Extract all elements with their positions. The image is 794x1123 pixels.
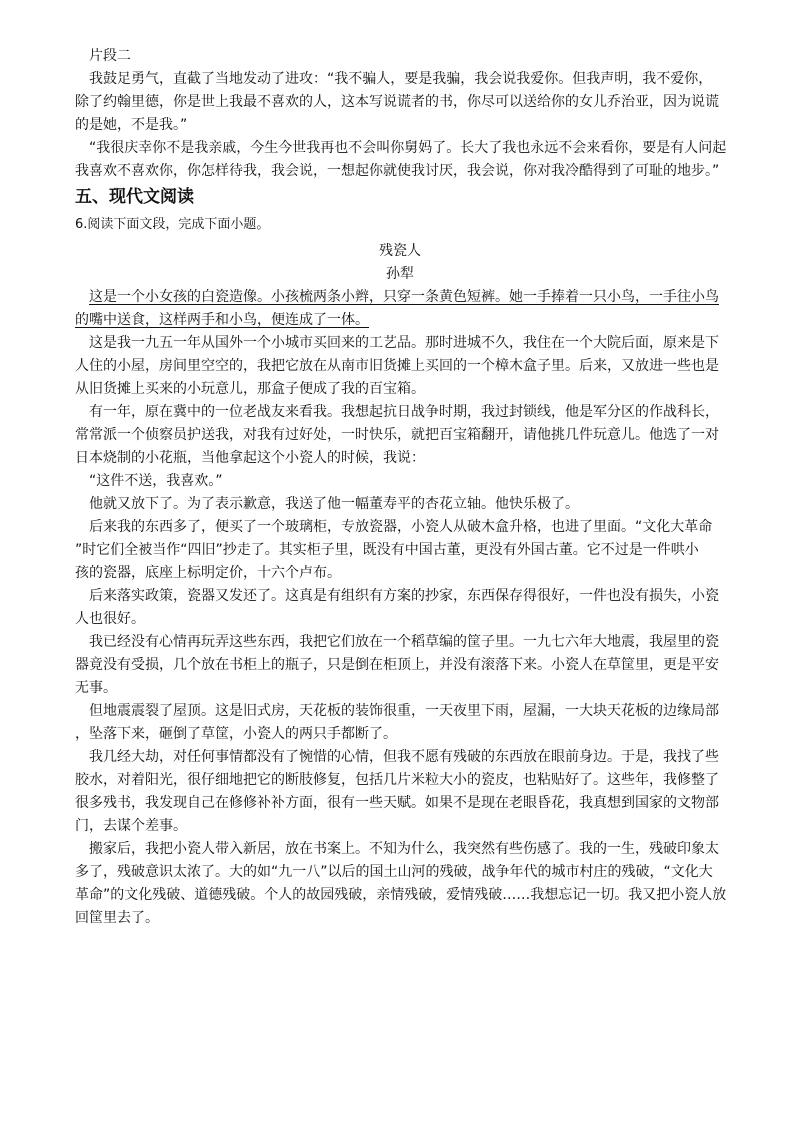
text-line: 除了约翰里德，你是世上我最不喜欢的人，这本写说谎者的书，你尽可以送给你的女儿乔治亚，因为说谎 xyxy=(75,94,719,110)
article-paragraph xyxy=(75,746,725,838)
text-line: 常常派一个侦察员护送我，对我有过好处，一时快乐，就把百宝箱翻开，请他挑几件玩意儿。他选了一对 xyxy=(75,427,719,443)
text-line: 革命”的文化残破、道德残破。个人的故园残破，亲情残破，爱情残破……我想忘记一切。我又把小瓷人放 xyxy=(75,887,727,903)
text-line: 无事。 xyxy=(75,680,117,696)
article-title: 残瓷人 xyxy=(379,243,421,259)
text-line: 我已经没有心情再玩弄这些东西，我把它们放在一个稻草编的筐子里。一九七六年大地震，我屋里的瓷 xyxy=(89,634,719,650)
text-line: 这是一个小女孩的白瓷造像。小孩梳两条小辫，只穿一条黄色短裤。她一手捧着一只小鸟，一手往小鸟 xyxy=(89,289,719,305)
article-author: 孙犁 xyxy=(386,266,414,282)
fragment-2 xyxy=(75,45,725,183)
text-line: 日本烧制的小花瓶，当他拿起这个小瓷人的时候，我说： xyxy=(75,450,425,466)
article-paragraph xyxy=(75,493,725,516)
text-line: 后来落实政策，瓷器又发还了。这真是有组织有方案的抄家，东西保存得很好，一件也没有损失，小瓷 xyxy=(89,588,719,604)
text-line: 很多残书，我发现自己在修修补补方面，很有一些天赋。如果不是现在老眼昏花，我真想到国家的文物部 xyxy=(75,795,719,811)
text-line: 从旧货摊上买来的小玩意儿，那盒子便成了我的百宝箱。 xyxy=(75,381,425,397)
section-heading: 五、现代文阅读 xyxy=(75,187,194,207)
text-line: 有一年，原在冀中的一位老战友来看我。我想起抗日战争时期，我过封锁线，他是军分区的作战科长， xyxy=(89,404,719,420)
text-line: “这件不送，我喜欢。” xyxy=(89,473,223,489)
article-paragraph xyxy=(75,470,725,493)
text-line: 胶水，对着阳光，很仔细地把它的断肢修复，包括几片米粒大小的瓷皮，也粘贴好了。这些年，我修整了 xyxy=(75,772,719,788)
text-line: 我鼓足勇气，直截了当地发动了进攻：“我不骗人，要是我骗，我会说我爱你。但我声明，我不爱你， xyxy=(89,71,713,87)
article-paragraph xyxy=(75,401,725,470)
text-line: 多了，残破意识太浓了。大的如“九一八”以后的国土山河的残破，战争年代的城市村庄的残破，“文化大 xyxy=(75,864,713,880)
article-paragraph xyxy=(75,700,725,746)
text-line: 人住的小屋，房间里空空的，我把它放在从南市旧货摊上买回的一个樟木盒子里。后来，又放进一些也是 xyxy=(75,358,719,374)
text-line: 门，去谋个差事。 xyxy=(75,818,187,834)
underlined-paragraph xyxy=(75,286,725,332)
text-line: 回筐里去了。 xyxy=(75,910,159,926)
text-line: 搬家后，我把小瓷人带入新居，放在书案上。不知为什么，我突然有些伤感了。我的一生，残破印象太 xyxy=(89,841,719,857)
question-stem: 6.阅读下面文段，完成下面小题。 xyxy=(75,217,270,232)
text-line: ，坠落下来，砸倒了草筐，小瓷人的两只手都断了。 xyxy=(75,726,397,742)
text-line: 人也很好。 xyxy=(75,611,145,627)
text-line: 我几经大劫，对任何事情都没有了惋惜的心情，但我不愿有残破的东西放在眼前身边。于是，我找了些 xyxy=(89,749,719,765)
fragment-paragraph-1 xyxy=(75,68,725,137)
article-paragraph xyxy=(75,631,725,700)
text-line: ”时它们全被当作“四旧”抄走了。其实柜子里，既没有中国古董，更没有外国古董。它不过是一件哄小 xyxy=(75,542,699,558)
fragment-label: 片段二 xyxy=(89,48,131,64)
text-line: 器竟没有受损，几个放在书柜上的瓶子，只是倒在柜顶上，并没有滚落下来。小瓷人在草筐里，更是平安 xyxy=(75,657,719,673)
text-line: 这是我一九五一年从国外一个小城市买回来的工艺品。那时进城不久，我住在一个大院后面，原来是下 xyxy=(89,335,719,351)
text-line: 但地震震裂了屋顶。这是旧式房，天花板的装饰很重，一天夜里下雨，屋漏，一大块天花板的边缘局部 xyxy=(89,703,719,719)
text-line: 的嘴中送食，这样两手和小鸟，便连成了一体。 xyxy=(75,312,369,328)
article-body xyxy=(75,286,725,930)
article-paragraph xyxy=(75,838,725,930)
text-line: “我很庆幸你不是我亲戚，今生今世我再也不会叫你舅妈了。长大了我也永远不会来看你，要是有人问起 xyxy=(89,140,727,156)
text-line: 的是她，不是我。” xyxy=(75,117,188,133)
document-page xyxy=(75,45,725,930)
text-line: 他就又放下了。为了表示歉意，我送了他一幅董寿平的杏花立轴。他快乐极了。 xyxy=(89,496,579,512)
article-paragraph xyxy=(75,585,725,631)
article-paragraph xyxy=(75,332,725,401)
text-line: 我喜欢不喜欢你，你怎样待我，我会说，一想起你就使我讨厌，我会说，你对我冷酷得到了可耻的地步。” xyxy=(75,163,720,179)
text-line: 后来我的东西多了，便买了一个玻璃柜，专放瓷器，小瓷人从破木盒升格，也进了里面。“文化大革命 xyxy=(89,519,713,535)
article-paragraph xyxy=(75,516,725,585)
fragment-paragraph-2 xyxy=(75,137,725,183)
text-line: 孩的瓷器，底座上标明定价，十六个卢布。 xyxy=(75,565,341,581)
